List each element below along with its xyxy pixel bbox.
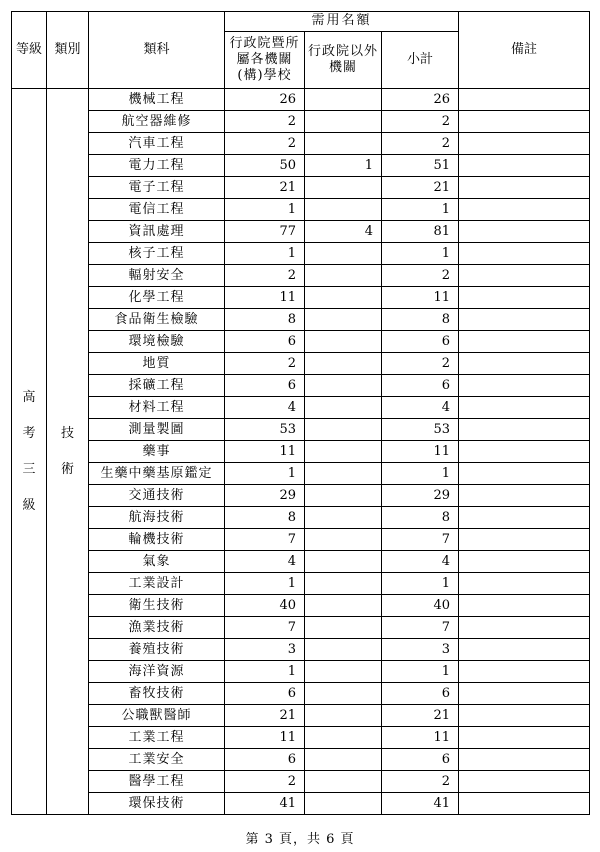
subject-cell: 地質 xyxy=(89,353,225,375)
quota-b-cell xyxy=(305,507,382,529)
quota-a-cell: 40 xyxy=(225,595,305,617)
grade-cell xyxy=(12,89,47,815)
subject-cell: 核子工程 xyxy=(89,243,225,265)
quota-b-cell xyxy=(305,463,382,485)
subtotal-cell: 1 xyxy=(382,463,459,485)
subtotal-cell: 51 xyxy=(382,155,459,177)
quota-a-cell: 3 xyxy=(225,639,305,661)
subtotal-cell: 21 xyxy=(382,705,459,727)
table-row xyxy=(12,529,590,551)
subject-cell: 氣象 xyxy=(89,551,225,573)
subtotal-cell: 2 xyxy=(382,771,459,793)
table-row xyxy=(12,705,590,727)
subject-cell: 交通技術 xyxy=(89,485,225,507)
table-row xyxy=(12,199,590,221)
subject-cell: 輪機技術 xyxy=(89,529,225,551)
note-cell xyxy=(459,683,590,705)
quota-a-cell: 53 xyxy=(225,419,305,441)
subtotal-cell: 8 xyxy=(382,309,459,331)
quota-a-cell: 2 xyxy=(225,353,305,375)
note-cell xyxy=(459,551,590,573)
subject-cell: 汽車工程 xyxy=(89,133,225,155)
subject-cell: 公職獸醫師 xyxy=(89,705,225,727)
quota-a-cell: 41 xyxy=(225,793,305,815)
note-cell xyxy=(459,573,590,595)
subtotal-cell: 4 xyxy=(382,551,459,573)
subject-cell: 工業設計 xyxy=(89,573,225,595)
quota-a-cell: 4 xyxy=(225,397,305,419)
table-row xyxy=(12,177,590,199)
quota-a-cell: 1 xyxy=(225,661,305,683)
subtotal-cell: 3 xyxy=(382,639,459,661)
quota-b-cell xyxy=(305,133,382,155)
note-cell xyxy=(459,639,590,661)
subtotal-cell: 1 xyxy=(382,199,459,221)
quota-b-cell: 1 xyxy=(305,155,382,177)
quota-b-cell xyxy=(305,309,382,331)
quota-b-cell xyxy=(305,265,382,287)
header-quota-group: 需用名額 xyxy=(225,12,459,32)
subject-cell: 電力工程 xyxy=(89,155,225,177)
subject-cell: 生藥中藥基原鑑定 xyxy=(89,463,225,485)
header-col-a-line2: 屬各機關 xyxy=(236,51,293,67)
note-cell xyxy=(459,727,590,749)
subject-cell: 材料工程 xyxy=(89,397,225,419)
subtotal-cell: 29 xyxy=(382,485,459,507)
subtotal-cell: 2 xyxy=(382,353,459,375)
grade-char: 考 xyxy=(22,425,36,441)
header-col-a-line1: 行政院暨所 xyxy=(229,35,300,51)
quota-b-cell xyxy=(305,353,382,375)
quota-b-cell xyxy=(305,529,382,551)
quota-a-cell: 2 xyxy=(225,265,305,287)
table-row xyxy=(12,463,590,485)
quota-b-cell xyxy=(305,551,382,573)
quota-b-cell xyxy=(305,771,382,793)
subtotal-cell: 11 xyxy=(382,441,459,463)
header-note: 備註 xyxy=(459,12,590,89)
subject-cell: 漁業技術 xyxy=(89,617,225,639)
quota-b-cell xyxy=(305,419,382,441)
quota-b-cell xyxy=(305,331,382,353)
quota-a-cell: 6 xyxy=(225,683,305,705)
quota-b-cell xyxy=(305,727,382,749)
category-char: 技 xyxy=(60,425,74,441)
subtotal-cell: 8 xyxy=(382,507,459,529)
table-row xyxy=(12,309,590,331)
subject-cell: 電子工程 xyxy=(89,177,225,199)
table-row xyxy=(12,661,590,683)
subtotal-cell: 26 xyxy=(382,89,459,111)
table-row xyxy=(12,639,590,661)
quota-b-cell xyxy=(305,595,382,617)
subject-cell: 化學工程 xyxy=(89,287,225,309)
table-row xyxy=(12,507,590,529)
note-cell xyxy=(459,661,590,683)
table-row xyxy=(12,243,590,265)
table-row xyxy=(12,485,590,507)
subtotal-cell: 2 xyxy=(382,265,459,287)
note-cell xyxy=(459,595,590,617)
subject-cell: 海洋資源 xyxy=(89,661,225,683)
note-cell xyxy=(459,397,590,419)
subtotal-cell: 6 xyxy=(382,331,459,353)
quota-b-cell xyxy=(305,485,382,507)
quota-b-cell xyxy=(305,397,382,419)
subtotal-cell: 41 xyxy=(382,793,459,815)
table-row xyxy=(12,397,590,419)
subtotal-cell: 1 xyxy=(382,661,459,683)
quota-b-cell xyxy=(305,441,382,463)
quota-b-cell xyxy=(305,375,382,397)
table-row xyxy=(12,793,590,815)
quota-b-cell xyxy=(305,199,382,221)
table-row xyxy=(12,771,590,793)
subtotal-cell: 6 xyxy=(382,375,459,397)
table-row xyxy=(12,133,590,155)
quota-b-cell xyxy=(305,89,382,111)
quota-b-cell: 4 xyxy=(305,221,382,243)
grade-char: 三 xyxy=(22,461,36,477)
table-row xyxy=(12,287,590,309)
table-row xyxy=(12,89,590,111)
quota-a-cell: 77 xyxy=(225,221,305,243)
subtotal-cell: 81 xyxy=(382,221,459,243)
note-cell xyxy=(459,793,590,815)
page-footer: 第 3 頁，共 6 頁 xyxy=(245,832,355,847)
note-cell xyxy=(459,133,590,155)
subject-cell: 工業工程 xyxy=(89,727,225,749)
header-subject: 類科 xyxy=(89,12,225,89)
note-cell xyxy=(459,441,590,463)
header-col-a-line3: (構)學校 xyxy=(237,68,292,84)
category-char: 術 xyxy=(60,461,74,477)
quota-a-cell: 1 xyxy=(225,199,305,221)
note-cell xyxy=(459,529,590,551)
note-cell xyxy=(459,155,590,177)
quota-b-cell xyxy=(305,639,382,661)
subtotal-cell: 40 xyxy=(382,595,459,617)
quota-b-cell xyxy=(305,177,382,199)
quota-a-cell: 4 xyxy=(225,551,305,573)
table-row xyxy=(12,419,590,441)
subtotal-cell: 1 xyxy=(382,573,459,595)
quota-a-cell: 21 xyxy=(225,705,305,727)
note-cell xyxy=(459,463,590,485)
subject-cell: 環保技術 xyxy=(89,793,225,815)
header-col-b-line1: 行政院以外 xyxy=(307,43,378,59)
table-row xyxy=(12,617,590,639)
quota-a-cell: 6 xyxy=(225,375,305,397)
quota-a-cell: 6 xyxy=(225,331,305,353)
note-cell xyxy=(459,749,590,771)
table-row xyxy=(12,111,590,133)
table-row xyxy=(12,551,590,573)
note-cell xyxy=(459,287,590,309)
quota-a-cell: 1 xyxy=(225,573,305,595)
note-cell xyxy=(459,331,590,353)
quota-a-cell: 21 xyxy=(225,177,305,199)
grade-char: 高 xyxy=(22,389,36,405)
quota-a-cell: 26 xyxy=(225,89,305,111)
note-cell xyxy=(459,177,590,199)
note-cell xyxy=(459,199,590,221)
subject-cell: 衛生技術 xyxy=(89,595,225,617)
subject-cell: 電信工程 xyxy=(89,199,225,221)
subtotal-cell: 6 xyxy=(382,749,459,771)
note-cell xyxy=(459,353,590,375)
subject-cell: 醫學工程 xyxy=(89,771,225,793)
note-cell xyxy=(459,111,590,133)
table-row xyxy=(12,221,590,243)
subject-cell: 採礦工程 xyxy=(89,375,225,397)
subject-cell: 食品衛生檢驗 xyxy=(89,309,225,331)
note-cell xyxy=(459,705,590,727)
table-row xyxy=(12,375,590,397)
subject-cell: 環境檢驗 xyxy=(89,331,225,353)
subject-cell: 畜牧技術 xyxy=(89,683,225,705)
subject-cell: 工業安全 xyxy=(89,749,225,771)
note-cell xyxy=(459,617,590,639)
subject-cell: 養殖技術 xyxy=(89,639,225,661)
table-row xyxy=(12,441,590,463)
subject-cell: 航海技術 xyxy=(89,507,225,529)
note-cell xyxy=(459,771,590,793)
subtotal-cell: 1 xyxy=(382,243,459,265)
note-cell xyxy=(459,89,590,111)
subtotal-cell: 2 xyxy=(382,133,459,155)
quota-a-cell: 50 xyxy=(225,155,305,177)
note-cell xyxy=(459,309,590,331)
quota-a-cell: 6 xyxy=(225,749,305,771)
quota-b-cell xyxy=(305,287,382,309)
quota-a-cell: 11 xyxy=(225,287,305,309)
table-row xyxy=(12,265,590,287)
table-row xyxy=(12,749,590,771)
table-row xyxy=(12,155,590,177)
subtotal-cell: 7 xyxy=(382,617,459,639)
quota-b-cell xyxy=(305,661,382,683)
note-cell xyxy=(459,485,590,507)
header-col-b-line2: 機關 xyxy=(328,60,357,75)
quota-a-cell: 2 xyxy=(225,133,305,155)
quota-b-cell xyxy=(305,573,382,595)
header-grade: 等級 xyxy=(12,12,47,89)
quota-a-cell: 29 xyxy=(225,485,305,507)
subtotal-cell: 4 xyxy=(382,397,459,419)
subtotal-cell: 7 xyxy=(382,529,459,551)
quota-b-cell xyxy=(305,683,382,705)
subject-cell: 測量製圖 xyxy=(89,419,225,441)
table-row xyxy=(12,683,590,705)
subtotal-cell: 53 xyxy=(382,419,459,441)
header-category: 類別 xyxy=(47,12,89,89)
table-row xyxy=(12,331,590,353)
quota-b-cell xyxy=(305,705,382,727)
quota-a-cell: 2 xyxy=(225,771,305,793)
subject-cell: 資訊處理 xyxy=(89,221,225,243)
header-col-c: 小計 xyxy=(382,32,459,89)
table-body xyxy=(12,89,590,815)
table-row xyxy=(12,353,590,375)
header-col-b xyxy=(305,32,382,89)
subtotal-cell: 2 xyxy=(382,111,459,133)
grade-char: 級 xyxy=(22,497,36,513)
quota-a-cell: 8 xyxy=(225,507,305,529)
quota-a-cell: 8 xyxy=(225,309,305,331)
note-cell xyxy=(459,243,590,265)
note-cell xyxy=(459,221,590,243)
quota-a-cell: 7 xyxy=(225,617,305,639)
quota-a-cell: 7 xyxy=(225,529,305,551)
subject-cell: 航空器維修 xyxy=(89,111,225,133)
subject-cell: 輻射安全 xyxy=(89,265,225,287)
subtotal-cell: 11 xyxy=(382,287,459,309)
quota-b-cell xyxy=(305,793,382,815)
quota-b-cell xyxy=(305,243,382,265)
subject-cell: 機械工程 xyxy=(89,89,225,111)
quota-b-cell xyxy=(305,111,382,133)
subtotal-cell: 6 xyxy=(382,683,459,705)
quota-a-cell: 11 xyxy=(225,727,305,749)
quota-a-cell: 2 xyxy=(225,111,305,133)
table-row xyxy=(12,573,590,595)
subject-cell: 藥事 xyxy=(89,441,225,463)
quota-a-cell: 11 xyxy=(225,441,305,463)
note-cell xyxy=(459,507,590,529)
quota-table xyxy=(11,11,590,815)
category-cell xyxy=(47,89,89,815)
table-row xyxy=(12,595,590,617)
subtotal-cell: 11 xyxy=(382,727,459,749)
note-cell xyxy=(459,375,590,397)
header-col-a xyxy=(225,32,305,89)
quota-a-cell: 1 xyxy=(225,243,305,265)
table-row xyxy=(12,727,590,749)
subtotal-cell: 21 xyxy=(382,177,459,199)
note-cell xyxy=(459,419,590,441)
quota-a-cell: 1 xyxy=(225,463,305,485)
note-cell xyxy=(459,265,590,287)
quota-b-cell xyxy=(305,617,382,639)
quota-b-cell xyxy=(305,749,382,771)
